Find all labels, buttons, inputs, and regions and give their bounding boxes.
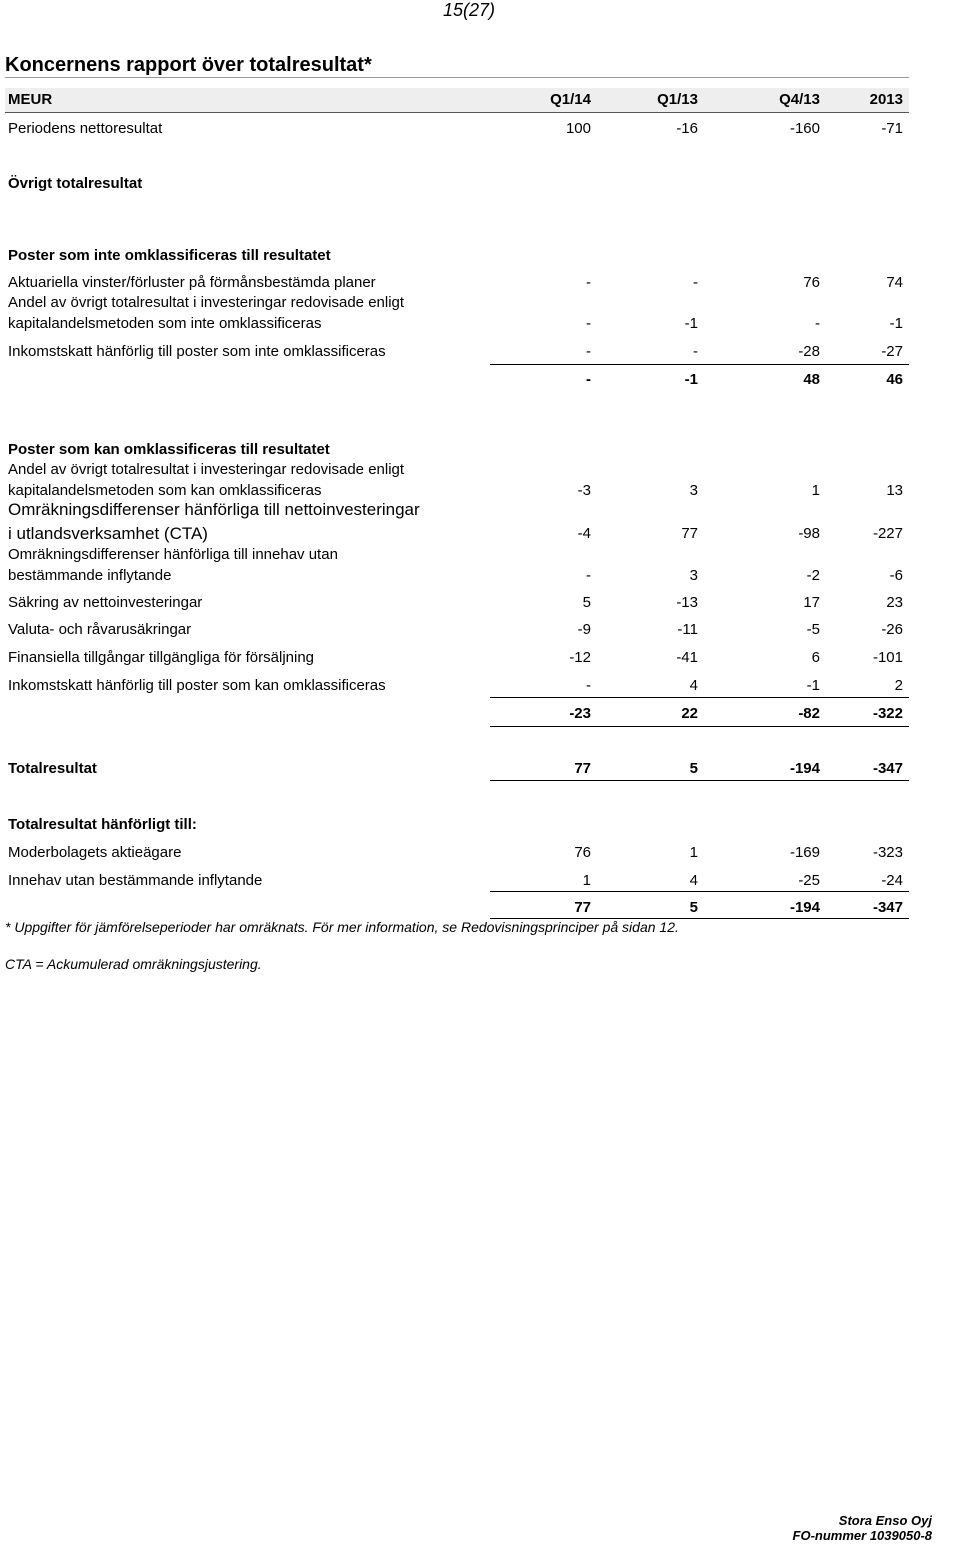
cell: -12 [569,649,591,666]
cell: -82 [798,705,820,722]
cell: -169 [789,844,820,861]
cell: - [815,315,820,332]
cell: -160 [789,120,820,137]
org-number: FO-nummer 1039050-8 [792,1528,932,1543]
cell: -2 [806,567,820,584]
cell: -227 [872,525,903,542]
row-label: Periodens nettoresultat [8,120,163,137]
cell: -1 [806,677,820,694]
cell: -27 [881,343,903,360]
header-col-q1-14: Q1/14 [550,91,591,108]
row-label: Inkomstskatt hänförlig till poster som inte omklassificeras [8,343,386,360]
cell: -23 [569,705,591,722]
cell: 5 [582,594,591,611]
row-label: Moderbolagets aktieägare [8,844,182,861]
report-title: Koncernens rapport över totalresultat* [5,54,372,76]
cell: -323 [872,844,903,861]
cell: -98 [798,525,820,542]
cell: -25 [798,872,820,889]
cell: 23 [886,594,903,611]
company-name: Stora Enso Oyj [838,1513,932,1528]
cell: - [586,371,591,388]
row-label: i utlandsverksamhet (CTA) [8,524,208,543]
cell: -1 [889,315,903,332]
cell: -16 [676,120,698,137]
cell: 13 [886,482,903,499]
row-label: Andel av övrigt totalresultat i investeringar redovisade enligt [8,461,405,478]
cell: -13 [676,594,698,611]
cell: 17 [803,594,820,611]
cell: 1 [689,844,698,861]
cell: 2 [894,677,903,694]
row-label: Säkring av nettoinvesteringar [8,594,203,611]
cell: -347 [872,760,903,777]
cell: 77 [681,525,698,542]
row-label: Inkomstskatt hänförlig till poster som kan omklassificeras [8,677,386,694]
header-col-q1-13: Q1/13 [657,91,698,108]
footnote-restated: * Uppgifter för jämförelseperioder har omräknats. För mer information, se Redovisningsprinciper på sidan 12. [5,919,679,935]
header-col-q4-13: Q4/13 [779,91,820,108]
cell: -347 [872,899,903,916]
subtotal-rule [490,697,909,698]
cell: 76 [574,844,591,861]
row-label: bestämmande inflytande [8,567,172,584]
row-label: Omräkningsdifferenser hänförliga till nettoinvesteringar [8,500,420,519]
cell: 48 [803,371,820,388]
cell: -1 [684,315,698,332]
cell: 5 [689,899,698,916]
cell: -5 [806,621,820,638]
cell: -194 [789,760,820,777]
row-label: Övrigt totalresultat [8,175,143,192]
cell: - [693,343,698,360]
row-label: Totalresultat hänförligt till: [8,816,197,833]
footnote-cta: CTA = Ackumulerad omräkningsjustering. [5,956,262,972]
cell: 77 [574,899,591,916]
cell: 3 [689,482,698,499]
cell: - [586,567,591,584]
row-label: Totalresultat [8,760,97,777]
cell: - [586,343,591,360]
subtotal-rule [490,726,909,727]
row-label: Poster som kan omklassificeras till resultatet [8,441,330,458]
title-divider [5,77,909,78]
cell: -71 [881,120,903,137]
cell: -41 [676,649,698,666]
cell: 22 [681,705,698,722]
row-label: Andel av övrigt totalresultat i investeringar redovisade enligt [8,294,405,311]
cell: - [586,274,591,291]
cell: 6 [811,649,820,666]
cell: -9 [577,621,591,638]
row-label: Aktuariella vinster/förluster på förmånsbestämda planer [8,274,376,291]
cell: -194 [789,899,820,916]
cell: - [586,315,591,332]
cell: 74 [886,274,903,291]
cell: -28 [798,343,820,360]
header-label: MEUR [8,91,53,108]
row-label: kapitalandelsmetoden som kan omklassificeras [8,482,322,499]
cell: 46 [886,371,903,388]
cell: 77 [574,760,591,777]
header-col-2013: 2013 [869,91,903,108]
cell: 1 [811,482,820,499]
cell: 3 [689,567,698,584]
cell: -6 [889,567,903,584]
cell: -11 [677,621,698,638]
page-number: 15(27) [443,0,496,20]
row-label: Innehav utan bestämmande inflytande [8,872,263,889]
row-label: Valuta- och råvarusäkringar [8,621,192,638]
cell: 4 [689,872,698,889]
row-label: kapitalandelsmetoden som inte omklassificeras [8,315,322,332]
cell: -24 [881,872,903,889]
cell: -101 [872,649,903,666]
cell: 5 [689,760,698,777]
cell: 100 [565,120,591,137]
cell: -26 [881,621,903,638]
cell: -1 [684,371,698,388]
subtotal-rule [490,364,909,365]
cell: - [693,274,698,291]
row-label: Poster som inte omklassificeras till resultatet [8,247,331,264]
cell: -3 [577,482,591,499]
cell: -322 [872,705,903,722]
cell: 4 [689,677,698,694]
row-label: Finansiella tillgångar tillgängliga för försäljning [8,649,315,666]
cell: 76 [803,274,820,291]
subtotal-rule [490,891,909,892]
cell: -4 [577,525,591,542]
cell: 1 [582,872,591,889]
row-label: Omräkningsdifferenser hänförliga till innehav utan [8,546,338,563]
cell: - [586,677,591,694]
total-rule [490,780,909,781]
